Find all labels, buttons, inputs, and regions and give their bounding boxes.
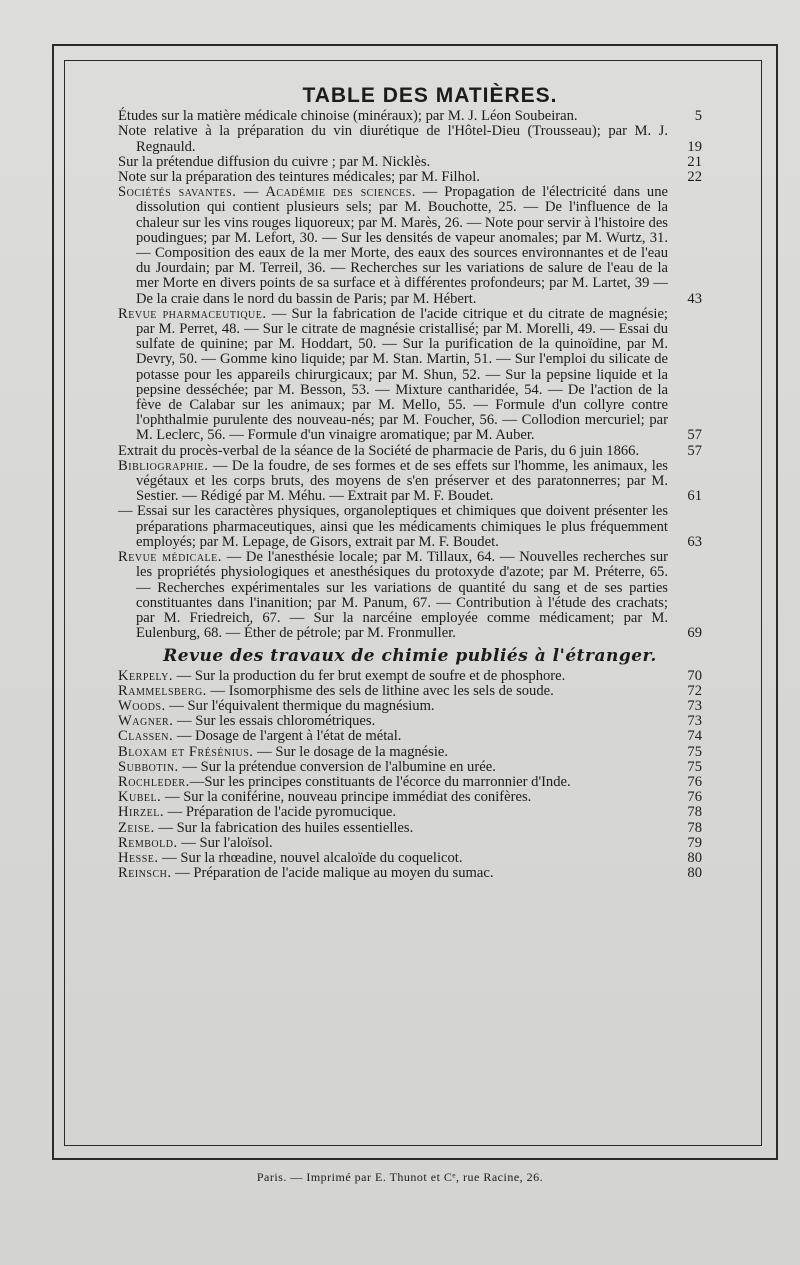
entry-page-number: 74 bbox=[687, 728, 702, 745]
entry-text: —Sur les principes constituants de l'écorce du marronnier d'Inde. bbox=[189, 773, 571, 790]
entry-lead: Sociétés savantes. — Académie des sciences. bbox=[118, 184, 416, 201]
entry-page-number: 75 bbox=[687, 743, 702, 760]
toc-entry bbox=[118, 459, 702, 505]
entry-page-number: 79 bbox=[687, 834, 702, 851]
entry-text: — Sur la production du fer brut exempt de soufre et de phosphore. bbox=[172, 667, 566, 684]
toc-foreign-entries bbox=[118, 669, 702, 882]
toc-foreign-entry bbox=[118, 699, 702, 714]
toc-foreign-entry bbox=[118, 684, 702, 699]
toc-entry bbox=[118, 550, 702, 641]
entry-lead: Zeise. bbox=[118, 819, 155, 836]
entry-text: — Sur la coniférine, nouveau principe immédiat des conifères. bbox=[161, 789, 532, 806]
entry-text: — Sur la rhœadine, nouvel alcaloïde du coquelicot. bbox=[158, 849, 463, 866]
toc-foreign-entry bbox=[118, 866, 702, 881]
table-of-contents bbox=[118, 84, 702, 882]
entry-text: — Sur le dosage de la magnésie. bbox=[253, 743, 448, 760]
entry-text: — De l'anesthésie locale; par M. Tillaux, 64. — Nouvelles recherches sur les propriétés physiologiques et anesthésiques du protoxyde d'azote; par M. Préterre, 65. — Recherches expérimentales sur les variations de quantité du sang et de ses parties constituantes dans l'inanition; par M. Panum, 67. — Contribution à l'étude des crachats; par M. Friedreich, 67. — Sur la narcéine employée comme médicament; par M. Eulenburg, 68. — Éther de pétrole; par M. Fronmuller. bbox=[136, 549, 668, 642]
entry-lead: Woods. bbox=[118, 697, 166, 714]
toc-entry bbox=[118, 109, 702, 124]
entry-page-number: 80 bbox=[687, 865, 702, 882]
toc-foreign-entry bbox=[118, 836, 702, 851]
entry-page-number: 76 bbox=[687, 773, 702, 790]
toc-foreign-entry bbox=[118, 805, 702, 820]
entry-page-number: 22 bbox=[687, 169, 702, 186]
entry-page-number: 78 bbox=[687, 819, 702, 836]
entry-page-number: 43 bbox=[687, 290, 702, 307]
entry-lead: Bloxam et Frésénius. bbox=[118, 743, 254, 760]
entry-page-number: 21 bbox=[687, 153, 702, 170]
entry-text: Extrait du procès-verbal de la séance de la Société de pharmacie de Paris, du 6 juin 1866. bbox=[118, 442, 640, 459]
entry-text: — Sur les essais chlorométriques. bbox=[173, 713, 376, 730]
entry-lead: Hesse. bbox=[118, 849, 159, 866]
entry-page-number: 69 bbox=[687, 625, 702, 642]
entry-text: — Préparation de l'acide malique au moyen du sumac. bbox=[171, 865, 494, 882]
entry-page-number: 5 bbox=[694, 108, 702, 125]
entry-page-number: 73 bbox=[687, 697, 702, 714]
entry-page-number: 73 bbox=[687, 713, 702, 730]
entry-text: — Sur la fabrication des huiles essentielles. bbox=[154, 819, 414, 836]
entry-text: Note relative à la préparation du vin diurétique de l'Hôtel-Dieu (Trousseau); par M. J. Regnauld. bbox=[118, 123, 668, 155]
entry-lead: Kubel. bbox=[118, 789, 162, 806]
toc-entry bbox=[118, 124, 702, 154]
entry-lead: Rembold. bbox=[118, 834, 178, 851]
entry-text: — Essai sur les caractères physiques, organoleptiques et chimiques que doivent présenter les préparations pharmaceutiques, ainsi que les médicaments chimiques le plus fréquemment employés; par M. Lepage, de Gisors, extrait par M. F. Boudet. bbox=[118, 503, 668, 550]
entry-text: — Dosage de l'argent à l'état de métal. bbox=[173, 728, 402, 745]
toc-entry bbox=[118, 307, 702, 444]
entry-lead: Wagner. bbox=[118, 713, 174, 730]
entry-lead: Revue médicale. bbox=[118, 549, 222, 566]
entry-text: — Propagation de l'électricité dans une dissolution qui contient plusieurs sels; par M. Bouchotte, 25. — De l'influence de la chaleur sur les vins rouges liquoreux; par M. Marès, 26. — Note pour servir à l'histoire des poudingues; par M. Lefort, 30. — Sur les densités de vapeur anomales; par M. Wurtz, 31. — Composition des eaux de la mer Morte, des eaux des sources environnantes et de l'eau du Jourdain; par M. Terreil, 36. — Recherches sur les variations de salure de l'eau de la mer Morte en divers points de sa surface et à différentes profondeurs; par M. Lartet, 39 — De la craie dans le nord du bassin de Paris; par M. Hébert. bbox=[136, 184, 668, 307]
entry-page-number: 75 bbox=[687, 758, 702, 775]
entry-text: Sur la prétendue diffusion du cuivre ; par M. Nicklès. bbox=[118, 153, 431, 170]
toc-entries bbox=[118, 109, 702, 641]
toc-entry bbox=[118, 185, 702, 307]
entry-page-number: 76 bbox=[687, 789, 702, 806]
toc-foreign-entry bbox=[118, 669, 702, 684]
entry-page-number: 80 bbox=[687, 849, 702, 866]
toc-entry bbox=[118, 170, 702, 185]
entry-lead: Rochleder. bbox=[118, 773, 190, 790]
entry-page-number: 57 bbox=[687, 427, 702, 444]
entry-text: — Isomorphisme des sels de lithine avec les sels de soude. bbox=[206, 682, 554, 699]
entry-text: — Sur l'équivalent thermique du magnésium. bbox=[165, 697, 435, 714]
page-title: TABLE DES MATIÈRES. bbox=[302, 84, 558, 107]
entry-page-number: 63 bbox=[687, 533, 702, 550]
entry-page-number: 70 bbox=[687, 667, 702, 684]
entry-lead: Kerpely. bbox=[118, 667, 173, 684]
toc-entry bbox=[118, 444, 702, 459]
toc-foreign-entry bbox=[118, 729, 702, 744]
entry-text: — Sur la prétendue conversion de l'albumine en urée. bbox=[178, 758, 496, 775]
entry-lead: Subbotin. bbox=[118, 758, 179, 775]
toc-entry bbox=[118, 155, 702, 170]
entry-text: — Sur la fabrication de l'acide citrique et du citrate de magnésie; par M. Perret, 48. — Sur le citrate de magnésie cristallisé; par M. Morelli, 49. — Essai du sulfate de quinine; par M. Hoddart, 50. — Sur la purification de la quinoïdine, par M. Devry, 50. — Gomme kino liquide; par M. Stan. Martin, 51. — Sur l'emploi du silicate de potasse pour les appareils chirurgicaux; par M. Shun, 52. — Sur la pepsine liquide et la pepsine desséchée; par M. Besson, 53. — Mixture cantharidée, 54. — De l'action de la fève de Calabar sur les animaux; par M. Mello, 55. — Formule d'un collyre contre l'ophthalmie purulente des nouveau-nés; par M. Foucher, 56. — Collodion mercuriel; par M. Leclerc, 56. — Formule d'un vinaigre aromatique; par M. Auber. bbox=[136, 305, 668, 444]
entry-text: Études sur la matière médicale chinoise (minéraux); par M. J. Léon Soubeiran. bbox=[118, 108, 578, 125]
entry-lead: Rammelsberg. bbox=[118, 682, 207, 699]
entry-lead: Hirzel. bbox=[118, 804, 165, 821]
entry-text: Note sur la préparation des teintures médicales; par M. Filhol. bbox=[118, 169, 480, 186]
toc-foreign-entry bbox=[118, 760, 702, 775]
toc-foreign-entry bbox=[118, 851, 702, 866]
toc-foreign-entry bbox=[118, 821, 702, 836]
entry-text: — Préparation de l'acide pyromucique. bbox=[164, 804, 397, 821]
section-heading-foreign: Revue des travaux de chimie publiés à l'étranger. bbox=[163, 646, 657, 667]
toc-foreign-entry bbox=[118, 775, 702, 790]
printer-footer: Paris. — Imprimé par E. Thunot et Cᵉ, rue Racine, 26. bbox=[256, 1170, 544, 1184]
toc-entry bbox=[118, 504, 702, 550]
entry-page-number: 19 bbox=[687, 138, 702, 155]
entry-text: — De la foudre, de ses formes et de ses effets sur l'homme, les animaux, les végétaux et les corps bruts, des moyens de s'en préserver et des paratonnerres; par M. Sestier. — Rédigé par M. Méhu. — Extrait par M. F. Boudet. bbox=[136, 457, 668, 505]
entry-lead: Reinsch. bbox=[118, 865, 172, 882]
entry-lead: Classen. bbox=[118, 728, 174, 745]
toc-foreign-entry bbox=[118, 790, 702, 805]
entry-lead: Bibliographie. bbox=[118, 457, 209, 474]
entry-text: — Sur l'aloïsol. bbox=[177, 834, 273, 851]
entry-page-number: 61 bbox=[687, 488, 702, 505]
entry-page-number: 72 bbox=[687, 682, 702, 699]
entry-page-number: 78 bbox=[687, 804, 702, 821]
entry-lead: Revue pharmaceutique. bbox=[118, 305, 267, 322]
entry-page-number: 57 bbox=[687, 442, 702, 459]
toc-foreign-entry bbox=[118, 745, 702, 760]
toc-foreign-entry bbox=[118, 714, 702, 729]
